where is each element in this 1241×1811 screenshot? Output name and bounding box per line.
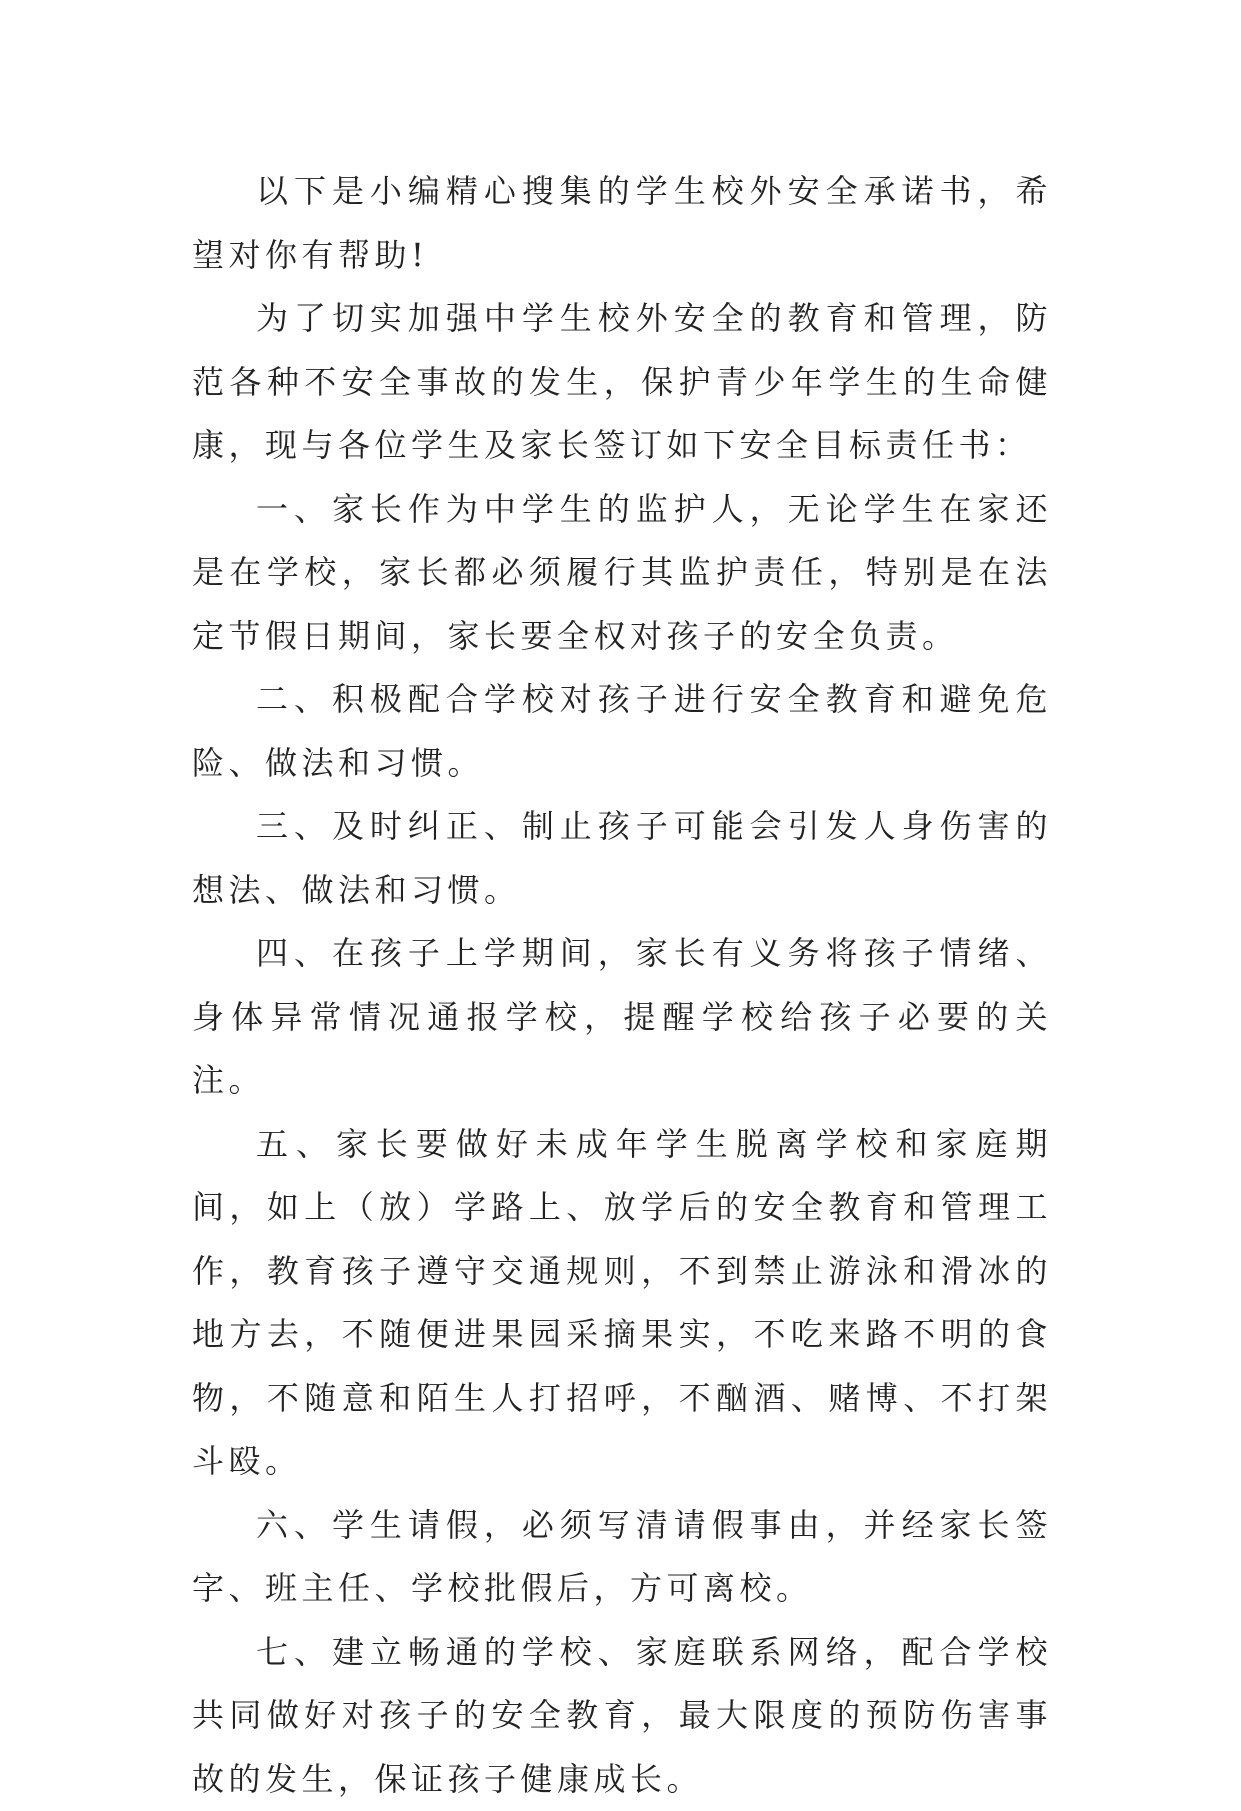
clause-4-paragraph: 四、在孩子上学期间，家长有义务将孩子情绪、身体异常情况通报学校，提醒学校给孩子必要的关注。 <box>192 922 1052 1113</box>
preamble-paragraph: 为了切实加强中学生校外安全的教育和管理，防范各种不安全事故的发生，保护青少年学生的生命健康，现与各位学生及家长签订如下安全目标责任书： <box>192 287 1052 478</box>
clause-5-paragraph: 五、家长要做好未成年学生脱离学校和家庭期间，如上（放）学路上、放学后的安全教育和管理工作，教育孩子遵守交通规则，不到禁止游泳和滑冰的地方去，不随便进果园采摘果实，不吃来路不明的食物，不随意和陌生人打招呼，不酗酒、赌博、不打架斗殴。 <box>192 1113 1052 1494</box>
clause-6-paragraph: 六、学生请假，必须写清请假事由，并经家长签字、班主任、学校批假后，方可离校。 <box>192 1494 1052 1621</box>
clause-3-paragraph: 三、及时纠正、制止孩子可能会引发人身伤害的想法、做法和习惯。 <box>192 795 1052 922</box>
intro-paragraph: 以下是小编精心搜集的学生校外安全承诺书，希望对你有帮助! <box>192 160 1052 287</box>
clause-2-paragraph: 二、积极配合学校对孩子进行安全教育和避免危险、做法和习惯。 <box>192 668 1052 795</box>
clause-1-paragraph: 一、家长作为中学生的监护人，无论学生在家还是在学校，家长都必须履行其监护责任，特别是在法定节假日期间，家长要全权对孩子的安全负责。 <box>192 478 1052 669</box>
document-page <box>192 160 1052 1811</box>
clause-7-paragraph: 七、建立畅通的学校、家庭联系网络，配合学校共同做好对孩子的安全教育，最大限度的预防伤害事故的发生，保证孩子健康成长。 <box>192 1621 1052 1811</box>
